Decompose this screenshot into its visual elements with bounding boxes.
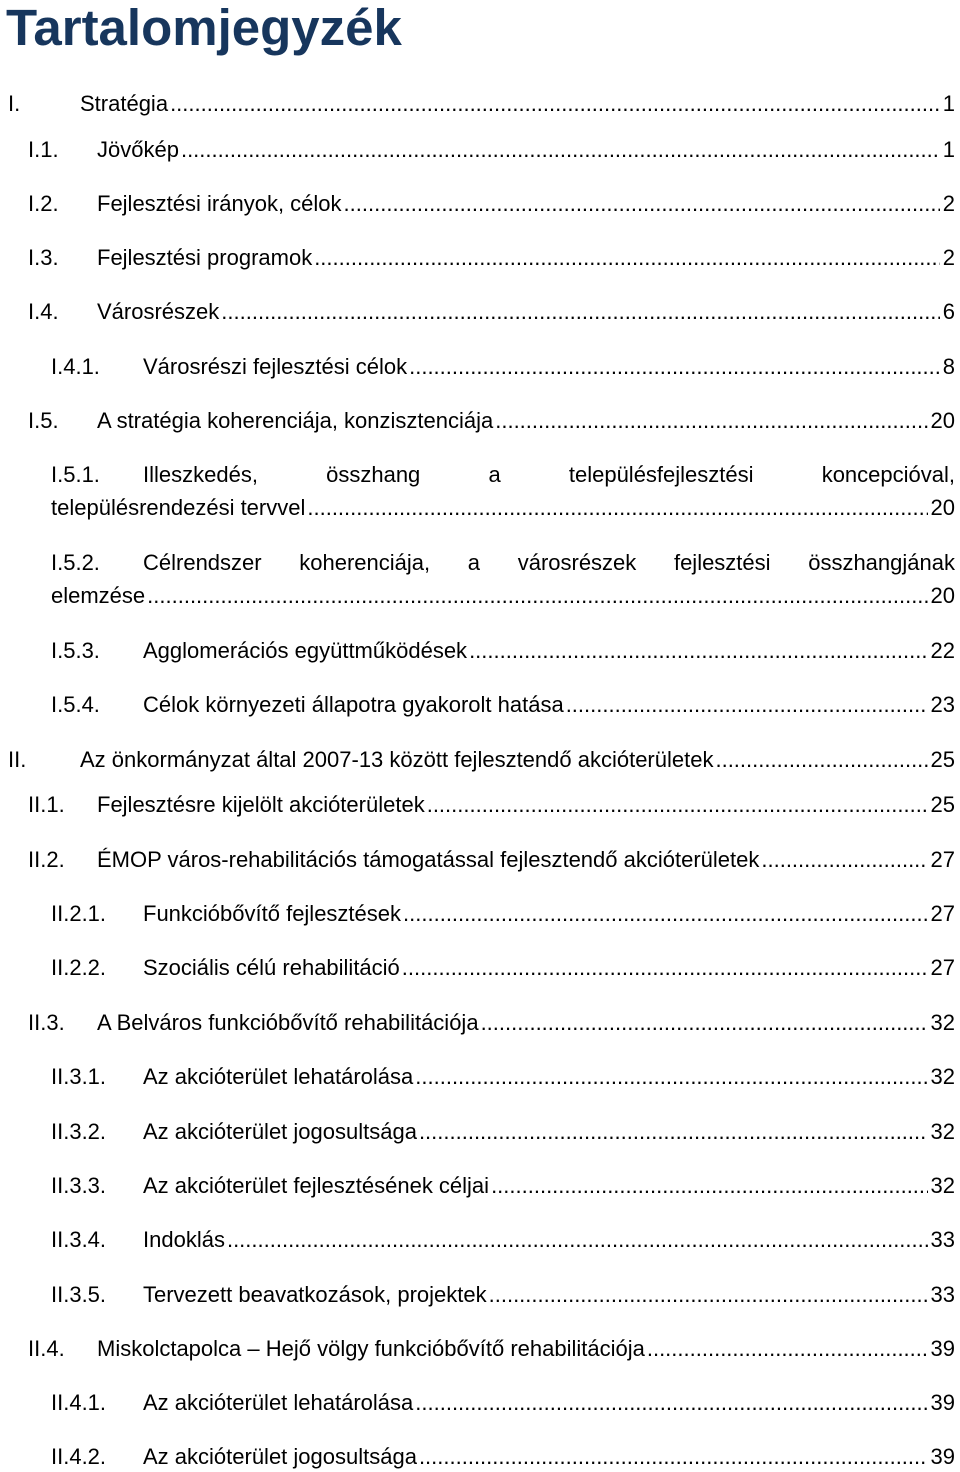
toc-page-number: 20 — [930, 583, 955, 608]
toc-entry[interactable] — [28, 243, 955, 273]
toc-title: Az önkormányzat által 2007-13 között fejlesztendő akcióterületek — [80, 747, 714, 772]
toc-entry[interactable] — [51, 1117, 955, 1147]
toc-number: I.2. — [28, 191, 59, 216]
toc-page-number: 39 — [930, 1336, 955, 1361]
toc-title-continuation: településrendezési tervvel — [51, 495, 306, 520]
toc-entry[interactable] — [28, 297, 955, 327]
toc-page-number: 32 — [930, 1119, 955, 1144]
toc-line — [51, 352, 955, 382]
toc-line — [51, 581, 955, 611]
toc-title: Funkcióbővítő fejlesztések — [143, 901, 402, 926]
toc-entry[interactable] — [51, 1280, 955, 1310]
toc-title: Tervezett beavatkozások, projektek — [143, 1282, 487, 1307]
toc-line — [51, 1171, 955, 1201]
toc-page-number: 32 — [930, 1010, 955, 1035]
toc-title-word: fejlesztési — [673, 550, 771, 575]
toc-title: Célok környezeti állapotra gyakorolt hatása — [143, 692, 564, 717]
toc-title-word: településfejlesztési — [568, 462, 754, 487]
toc-number: II.3. — [28, 1010, 65, 1035]
toc-page-number: 27 — [930, 955, 955, 980]
toc-line — [51, 1062, 955, 1092]
toc-entry[interactable] — [28, 1008, 955, 1038]
toc-line — [51, 1388, 955, 1418]
toc-line — [51, 899, 955, 929]
toc-entry[interactable] — [51, 1442, 955, 1472]
toc-line — [8, 745, 955, 775]
toc-number: I.5.4. — [51, 692, 100, 717]
toc-page-number: 1 — [942, 91, 955, 116]
dot-leader — [566, 690, 928, 720]
toc-page-number: 33 — [930, 1282, 955, 1307]
toc-entry[interactable] — [51, 636, 955, 666]
toc-title: A Belváros funkcióbővítő rehabilitációja — [97, 1010, 479, 1035]
toc-entry[interactable] — [28, 790, 955, 820]
toc-line — [51, 636, 955, 666]
toc-title-word: összhangjának — [808, 550, 955, 575]
toc-title: Az akcióterület jogosultsága — [143, 1119, 417, 1144]
dot-leader — [147, 581, 927, 611]
dot-leader — [415, 1388, 927, 1418]
toc-entry[interactable] — [51, 1225, 955, 1255]
toc-entry[interactable] — [51, 352, 955, 382]
toc-page-number: 8 — [942, 354, 955, 379]
toc-entry[interactable] — [28, 1334, 955, 1364]
dot-leader — [403, 899, 927, 929]
dot-leader — [419, 1117, 928, 1147]
toc-line — [28, 790, 955, 820]
toc-title: Az akcióterület lehatárolása — [143, 1064, 414, 1089]
toc-page-number: 27 — [930, 901, 955, 926]
dot-leader — [495, 406, 927, 436]
toc-line — [28, 243, 955, 273]
page-title: Tartalomjegyzék — [6, 0, 402, 56]
toc-number: I. — [8, 91, 21, 116]
toc-page-number: 25 — [930, 792, 955, 817]
toc-page-number: 2 — [942, 245, 955, 270]
toc-title-word: koncepcióval, — [821, 462, 955, 487]
toc-title: Fejlesztési programok — [97, 245, 313, 270]
toc-entry[interactable] — [51, 899, 955, 929]
toc-page-number: 22 — [930, 638, 955, 663]
toc-line — [51, 548, 955, 578]
toc-entry[interactable] — [28, 845, 955, 875]
toc-title: Miskolctapolca – Hejő völgy funkcióbővítő rehabilitációja — [97, 1336, 645, 1361]
toc-entry[interactable] — [51, 953, 955, 983]
dot-leader — [170, 89, 940, 119]
toc-entry[interactable] — [51, 460, 955, 523]
toc-page-number: 6 — [942, 299, 955, 324]
toc-number: II.3.2. — [51, 1119, 107, 1144]
toc-title: A stratégia koherenciája, konzisztenciája — [97, 408, 494, 433]
toc-entry[interactable] — [51, 1388, 955, 1418]
toc-number: II.2.2. — [51, 955, 107, 980]
toc-page-number: 32 — [930, 1064, 955, 1089]
toc-line — [51, 690, 955, 720]
toc-title — [143, 548, 955, 578]
dot-leader — [314, 243, 940, 273]
toc-page-number: 32 — [930, 1173, 955, 1198]
toc-title-word: összhang — [326, 462, 421, 487]
toc-line — [51, 460, 955, 490]
toc-title: Az akcióterület lehatárolása — [143, 1390, 414, 1415]
toc-title-word: Célrendszer — [143, 550, 262, 575]
toc-entry[interactable] — [8, 745, 955, 775]
dot-leader — [489, 1280, 928, 1310]
toc-title: Jövőkép — [97, 137, 179, 162]
toc-title — [143, 460, 955, 490]
toc-title: Városrészek — [97, 299, 220, 324]
toc-entry[interactable] — [28, 189, 955, 219]
dot-leader — [481, 1008, 928, 1038]
toc-line — [28, 406, 955, 436]
dot-leader — [469, 636, 927, 666]
toc-title: ÉMOP város-rehabilitációs támogatással fejlesztendő akcióterületek — [97, 847, 760, 872]
toc-title: Az akcióterület fejlesztésének céljai — [143, 1173, 490, 1198]
toc-title-continuation: elemzése — [51, 583, 146, 608]
toc-number: II.3.1. — [51, 1064, 107, 1089]
dot-leader — [427, 790, 928, 820]
toc-page-number: 23 — [930, 692, 955, 717]
toc-entry[interactable] — [28, 135, 955, 165]
toc-line — [28, 189, 955, 219]
toc-line — [28, 297, 955, 327]
toc-title: Agglomerációs együttműködések — [143, 638, 468, 663]
toc-number: I.5. — [28, 408, 59, 433]
toc-number: I.1. — [28, 137, 59, 162]
toc-page-number: 39 — [930, 1444, 955, 1469]
toc-number: II.1. — [28, 792, 65, 817]
toc-title: Fejlesztésre kijelölt akcióterületek — [97, 792, 425, 817]
toc-title-word: koherenciája, — [299, 550, 431, 575]
toc-title: Szociális célú rehabilitáció — [143, 955, 400, 980]
toc-title: Városrészi fejlesztési célok — [143, 354, 408, 379]
toc-title: Fejlesztési irányok, célok — [97, 191, 342, 216]
toc-title: Az akcióterület jogosultsága — [143, 1444, 417, 1469]
dot-leader — [415, 1062, 927, 1092]
toc-title: Stratégia — [80, 91, 169, 116]
dot-leader — [221, 297, 939, 327]
toc-page-number: 25 — [930, 747, 955, 772]
toc-title-word: a — [467, 550, 481, 575]
toc-entry[interactable] — [51, 1062, 955, 1092]
toc-number: I.3. — [28, 245, 59, 270]
toc-number: II.3.5. — [51, 1282, 107, 1307]
toc-line — [51, 1280, 955, 1310]
toc-page-number: 39 — [930, 1390, 955, 1415]
toc-entry[interactable] — [51, 1171, 955, 1201]
toc-entry[interactable] — [28, 406, 955, 436]
dot-leader — [409, 352, 940, 382]
toc-number: II.2.1. — [51, 901, 107, 926]
toc-line — [28, 1334, 955, 1364]
dot-leader — [344, 189, 940, 219]
toc-number: II. — [8, 747, 27, 772]
dot-leader — [307, 493, 927, 523]
toc-line — [28, 1008, 955, 1038]
toc-number: II.4.1. — [51, 1390, 107, 1415]
toc-number: I.5.2. — [51, 550, 100, 575]
toc-page-number: 27 — [930, 847, 955, 872]
dot-leader — [402, 953, 928, 983]
toc-title: Indoklás — [143, 1227, 225, 1252]
dot-leader — [647, 1334, 928, 1364]
toc-number: II.4. — [28, 1336, 65, 1361]
toc-line — [51, 953, 955, 983]
toc-number: II.4.2. — [51, 1444, 107, 1469]
toc-number: I.5.3. — [51, 638, 100, 663]
toc-title-word: a — [488, 462, 501, 487]
toc-number: I.5.1. — [51, 462, 100, 487]
toc-line — [51, 1442, 955, 1472]
toc-title-word: Illeszkedés, — [143, 462, 258, 487]
dot-leader — [715, 745, 927, 775]
toc-line — [51, 1117, 955, 1147]
toc-line — [28, 845, 955, 875]
toc-number: I.4. — [28, 299, 59, 324]
toc-page-number: 1 — [942, 137, 955, 162]
dot-leader — [227, 1225, 928, 1255]
toc-line — [51, 1225, 955, 1255]
toc-line — [8, 89, 955, 119]
toc-line — [28, 135, 955, 165]
toc-page-number: 20 — [930, 495, 955, 520]
toc-number: II.3.3. — [51, 1173, 107, 1198]
toc-page-number: 33 — [930, 1227, 955, 1252]
toc-entry[interactable] — [51, 548, 955, 611]
toc-title-word: városrészek — [517, 550, 637, 575]
toc-entry[interactable] — [8, 89, 955, 119]
toc-number: I.4.1. — [51, 354, 100, 379]
dot-leader — [761, 845, 927, 875]
toc-page-number: 20 — [930, 408, 955, 433]
dot-leader — [419, 1442, 928, 1472]
dot-leader — [491, 1171, 927, 1201]
toc-entry[interactable] — [51, 690, 955, 720]
dot-leader — [181, 135, 940, 165]
toc-number: II.2. — [28, 847, 65, 872]
toc-line — [51, 493, 955, 523]
toc-number: II.3.4. — [51, 1227, 107, 1252]
toc-page-number: 2 — [942, 191, 955, 216]
